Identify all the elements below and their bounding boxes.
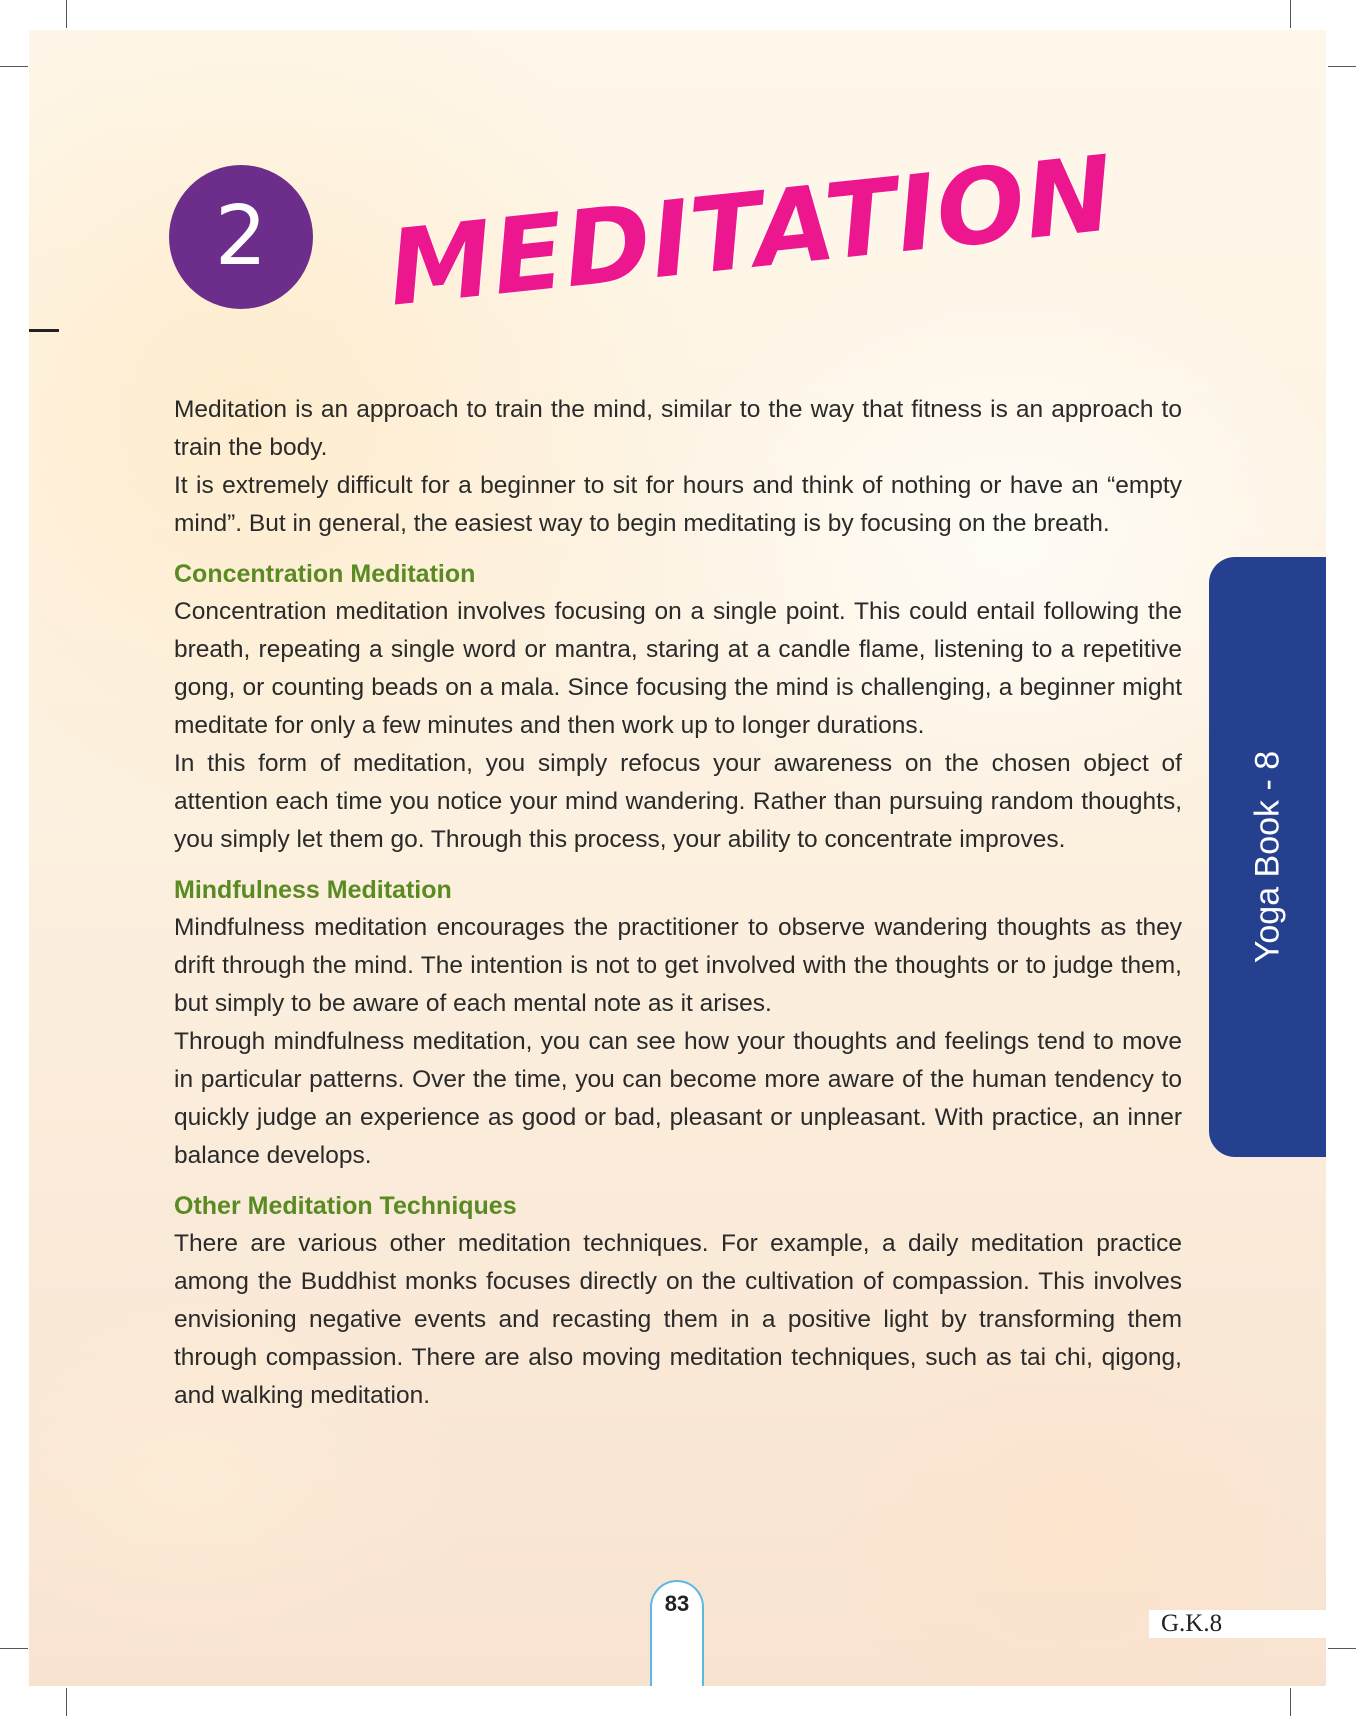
- crop-mark: [1290, 0, 1291, 28]
- book-label: G.K.8: [1149, 1610, 1326, 1638]
- intro-paragraph: Meditation is an approach to train the mind, similar to the way that fitness is an approach to train the body.: [174, 396, 1182, 461]
- chapter-title: MEDITATION: [382, 132, 1120, 330]
- chapter-number-badge: 2: [169, 165, 313, 309]
- chapter-header: [29, 30, 1326, 350]
- section-paragraph: Through mindfulness meditation, you can see how your thoughts and feelings tend to move in particular patterns. Over the time, you can become more aware of the human tendency to quickly judge an experience as good or bad, pleasant or unpleasant. With practice, an inner balance develops.: [174, 1028, 1182, 1169]
- section-heading-mindfulness: Mindfulness Meditation: [174, 876, 452, 904]
- book-side-tab: [1209, 557, 1326, 1157]
- section-heading-other-techniques: Other Meditation Techniques: [174, 1192, 517, 1220]
- crop-mark: [1290, 1688, 1291, 1716]
- crop-mark: [66, 0, 67, 28]
- crop-mark: [1328, 1648, 1356, 1649]
- section-heading-concentration: Concentration Meditation: [174, 560, 476, 588]
- section-paragraph: Concentration meditation involves focusing on a single point. This could entail following the breath, repeating a single word or mantra, staring at a candle flame, listening to a repetitive gong, or counting beads on a mala. Since focusing the mind is challenging, a beginner might meditate for only a few minutes and then work up to longer durations.: [174, 598, 1182, 739]
- crop-mark: [0, 1648, 28, 1649]
- section-paragraph: In this form of meditation, you simply refocus your awareness on the chosen object of attention each time you notice your mind wandering. Rather than pursuing random thoughts, you simply let them go. Through this process, your ability to concentrate improves.: [174, 750, 1182, 853]
- section-paragraph: There are various other meditation techniques. For example, a daily meditation practice among the Buddhist monks focuses directly on the cultivation of compassion. This involves envisioning negative events and recasting them in a positive light by transforming them through compassion. There are also moving meditation techniques, such as tai chi, qigong, and walking meditation.: [174, 1230, 1182, 1409]
- crop-mark: [0, 66, 28, 67]
- crop-mark: [1328, 66, 1356, 67]
- side-tab-label: Yoga Book - 8: [1248, 750, 1286, 964]
- page-number: 83: [664, 1591, 690, 1616]
- book-page: [29, 30, 1326, 1686]
- page-number-tab: [650, 1580, 704, 1686]
- section-paragraph: Mindfulness meditation encourages the practitioner to observe wandering thoughts as they drift through the mind. The intention is not to get involved with the thoughts or to judge them, but simply to be aware of each mental note as it arises.: [174, 914, 1182, 1017]
- intro-paragraph: It is extremely difficult for a beginner to sit for hours and think of nothing or have an “empty mind”. But in general, the easiest way to begin meditating is by focusing on the breath.: [174, 472, 1182, 537]
- page-content: [174, 391, 1182, 1415]
- crop-mark: [66, 1688, 67, 1716]
